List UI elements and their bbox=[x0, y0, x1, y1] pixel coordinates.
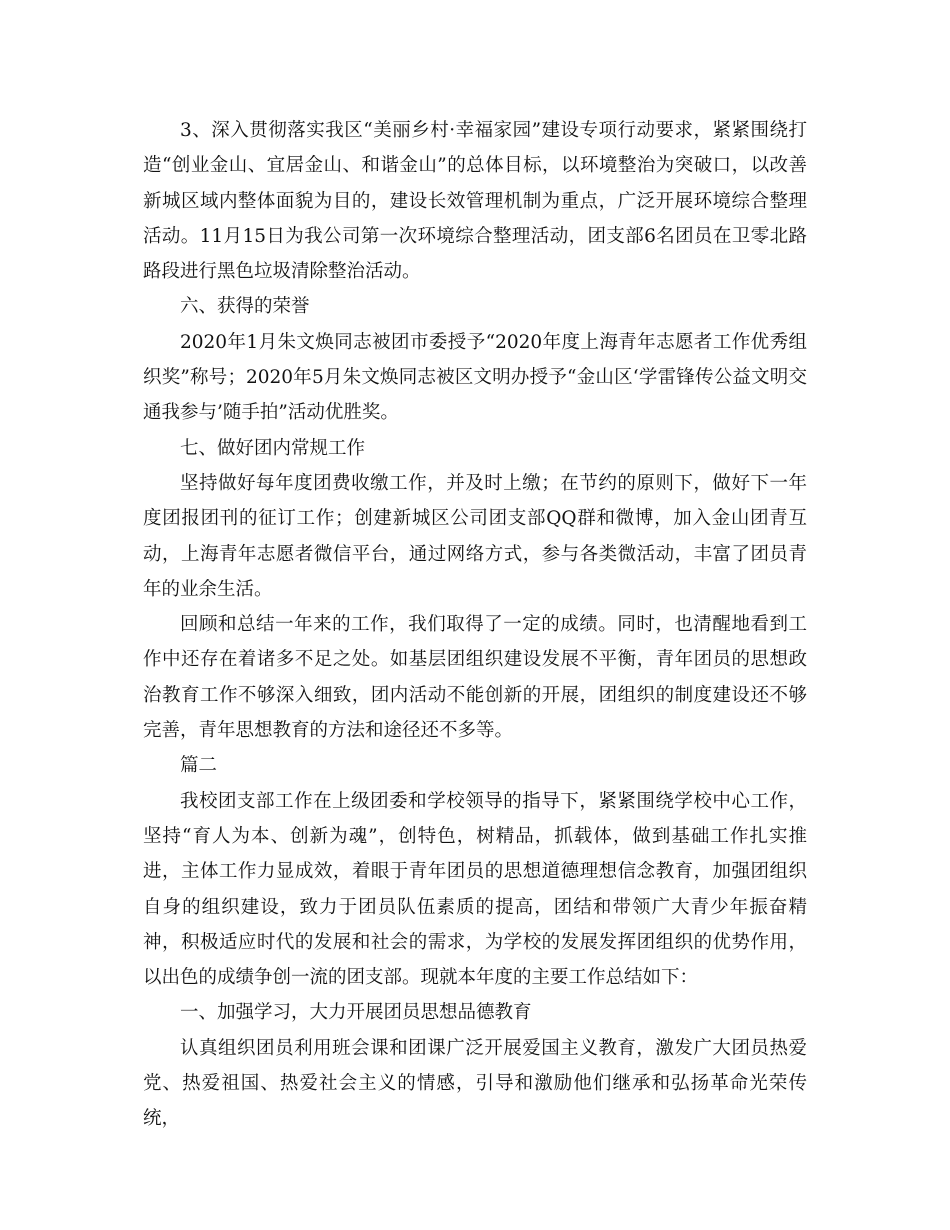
paragraph-honors: 2020年1月朱文焕同志被团市委授予“2020年度上海青年志愿者工作优秀组织奖”称号；2020年5月朱文焕同志被区文明办授予“金山区‘学雷锋传公益文明交通我参与’随手拍”活动优胜奖。 bbox=[143, 331, 807, 424]
paragraph-environment-campaign: 3、深入贯彻落实我区“美丽乡村·幸福家园”建设专项行动要求，紧紧围绕打造“创业金山、宜居金山、和谐金山”的总体目标，以环境整治为突破口，以改善新城区域内整体面貌为目的，建设长效管理机制为重点，广泛开展环境综合整理活动。11月15日为我公司第一次环境综合整理活动，团支部6名团员在卫零北路路段进行黑色垃圾清除整治活动。 bbox=[143, 120, 807, 283]
section-heading-routine-work: 七、做好团内常规工作 bbox=[180, 437, 366, 459]
paragraph-patriotic-education: 认真组织团员利用班会课和团课广泛开展爱国主义教育，激发广大团员热爱党、热爱祖国、热爱社会主义的情感，引导和激励他们继承和弘扬革命光荣传统， bbox=[143, 1037, 807, 1130]
paragraph-routine-work: 坚持做好每年度团费收缴工作，并及时上缴；在节约的原则下，做好下一年度团报团刊的征订工作；创建新城区公司团支部QQ群和微博，加入金山团青互动，上海青年志愿者微信平台，通过网络方式，参与各类微活动，丰富了团员青年的业余生活。 bbox=[143, 472, 807, 600]
section-heading-study: 一、加强学习，大力开展团员思想品德教育 bbox=[180, 1002, 532, 1024]
paragraph-review: 回顾和总结一年来的工作，我们取得了一定的成绩。同时，也清醒地看到工作中还存在着诸多不足之处。如基层团组织建设发展不平衡，青年团员的思想政治教育工作不够深入细致，团内活动不能创新的开展，团组织的制度建设还不够完善，青年思想教育的方法和途径还不多等。 bbox=[143, 614, 807, 742]
document-body bbox=[143, 113, 807, 1137]
paragraph-part-two-intro: 我校团支部工作在上级团委和学校领导的指导下，紧紧围绕学校中心工作，坚持“育人为本、创新为魂”，创特色，树精品，抓载体，做到基础工作扎实推进，主体工作力显成效，着眼于青年团员的思想道德理想信念教育，加强团组织自身的组织建设，致力于团员队伍素质的提高，团结和带领广大青少年振奋精神，积极适应时代的发展和社会的需求，为学校的发展发挥团组织的优势作用，以出色的成绩争创一流的团支部。现就本年度的主要工作总结如下： bbox=[143, 790, 807, 989]
section-heading-honors: 六、获得的荣誉 bbox=[180, 296, 310, 318]
section-heading-part-two: 篇二 bbox=[180, 755, 218, 777]
